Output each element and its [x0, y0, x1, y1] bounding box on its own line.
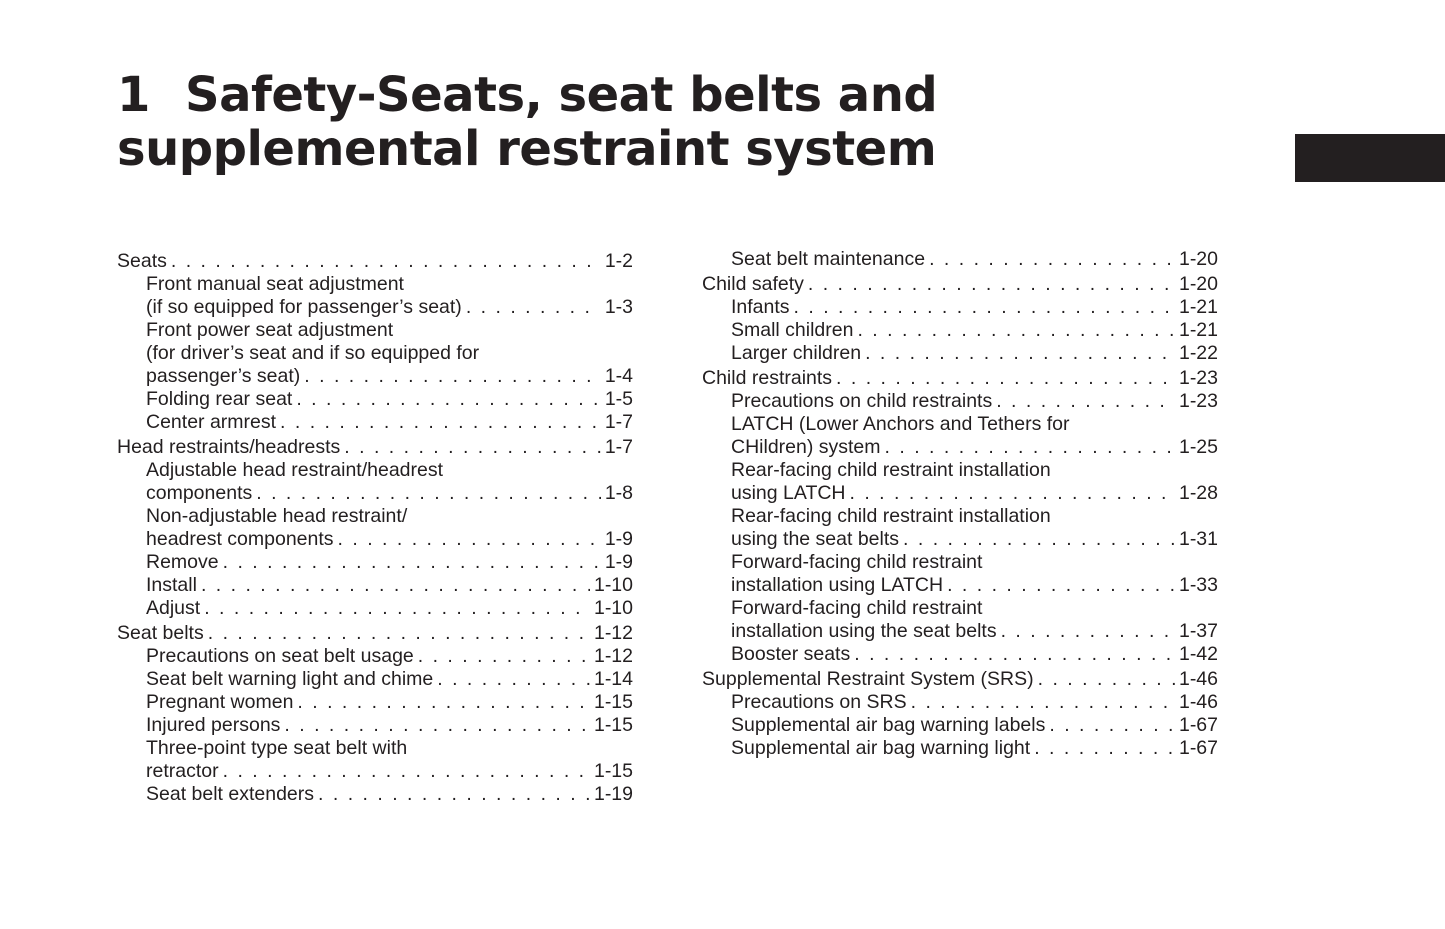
toc-entry-text-line: Seat belt maintenance	[731, 248, 926, 270]
toc-page-number: 1-3	[604, 296, 633, 318]
chapter-title-line-2: supplemental restraint system	[117, 121, 937, 177]
dot-leader	[836, 367, 1175, 390]
toc-page-number: 1-20	[1178, 273, 1218, 295]
dot-leader	[284, 714, 590, 737]
toc-entry-row	[731, 342, 1218, 365]
toc-entry-text-line: LATCH (Lower Anchors and Tethers for	[731, 413, 1070, 435]
toc-entry-text-line: Rear-facing child restraint installation	[731, 505, 1051, 527]
toc-entry-row	[731, 296, 1218, 319]
toc-page-number: 1-28	[1178, 482, 1218, 504]
toc-entry-text-line: CHildren) system	[731, 436, 881, 458]
toc-entry-seats[interactable]	[117, 250, 633, 273]
toc-entry-front-manual-seat-adjustment[interactable]	[117, 273, 633, 319]
toc-entry-head-restraints-headrests[interactable]	[117, 436, 633, 459]
toc-entry-text-line: Three-point type seat belt with	[146, 737, 408, 759]
toc-entry-text-line: Seat belt warning light and chime	[146, 668, 434, 690]
toc-entry-larger-children[interactable]	[702, 342, 1218, 365]
dot-leader	[854, 643, 1175, 666]
dot-leader	[296, 388, 600, 411]
toc-entry-row	[117, 250, 633, 273]
toc-entry-row	[731, 620, 1218, 643]
toc-entry-text-line: Front power seat adjustment	[146, 319, 394, 341]
toc-page-number: 1-21	[1178, 296, 1218, 318]
toc-entry-row	[731, 436, 1218, 459]
dot-leader	[297, 691, 590, 714]
toc-entry-text-line: Rear-facing child restraint installation	[731, 459, 1051, 481]
toc-page-number: 1-4	[604, 365, 633, 387]
toc-page-number: 1-15	[593, 714, 633, 736]
toc-entry-non-adjustable-head-restraint[interactable]	[117, 505, 633, 551]
dot-leader	[223, 760, 590, 783]
toc-entry-remove[interactable]	[117, 551, 633, 574]
toc-entry-row	[146, 597, 633, 620]
toc-entry-forward-facing-child-restraint[interactable]	[702, 551, 1218, 597]
chapter-title	[117, 68, 937, 176]
toc-entry-row	[731, 574, 1218, 597]
toc-entry-text-line: using the seat belts	[731, 528, 900, 550]
toc-entry-text-line: Precautions on seat belt usage	[146, 645, 414, 667]
toc-page-number: 1-2	[604, 250, 633, 272]
toc-entry-row	[146, 482, 633, 505]
toc-entry-text-line: installation using the seat belts	[731, 620, 997, 642]
dot-leader	[947, 574, 1175, 597]
toc-page-number: 1-8	[604, 482, 633, 504]
toc-page-number: 1-14	[593, 668, 633, 690]
toc-entry-booster-seats[interactable]	[702, 643, 1218, 666]
toc-entry-seat-belt-maintenance[interactable]	[702, 248, 1218, 271]
toc-entry-text-line: Forward-facing child restraint	[731, 597, 983, 619]
toc-entry-row	[731, 643, 1218, 666]
toc-entry-text-line: Seat belt extenders	[146, 783, 315, 805]
toc-entry-text-line: Infants	[731, 296, 790, 318]
dot-leader	[344, 436, 601, 459]
toc-entry-row	[146, 388, 633, 411]
toc-entry-install[interactable]	[117, 574, 633, 597]
dot-leader	[857, 319, 1175, 342]
toc-entry-small-children[interactable]	[702, 319, 1218, 342]
toc-entry-text-line: Center armrest	[146, 411, 277, 433]
toc-entry-text-line: installation using LATCH	[731, 574, 944, 596]
toc-entry-row	[146, 714, 633, 737]
dot-leader	[418, 645, 590, 668]
toc-page-number: 1-9	[604, 528, 633, 550]
toc-page-number: 1-33	[1178, 574, 1218, 596]
toc-entry-row	[731, 714, 1218, 737]
toc-entry-seat-belt-warning-light-and-chime[interactable]	[117, 668, 633, 691]
dot-leader	[318, 783, 590, 806]
dot-leader	[171, 250, 601, 273]
toc-entry-row	[731, 691, 1218, 714]
toc-entry-row	[731, 482, 1218, 505]
toc-entry-text-line: headrest components	[146, 528, 334, 550]
toc-entry-text-line: Larger children	[731, 342, 862, 364]
toc-entry-text-line: Forward-facing child restraint	[731, 551, 983, 573]
toc-entry-text-line: Booster seats	[731, 643, 851, 665]
toc-entry-row	[702, 367, 1218, 390]
toc-entry-front-power-seat-adjustment[interactable]	[117, 319, 633, 388]
dot-leader	[1034, 737, 1175, 760]
toc-page-number: 1-37	[1178, 620, 1218, 642]
toc-page-number: 1-23	[1178, 367, 1218, 389]
toc-entry-text-line: Non-adjustable head restraint/	[146, 505, 408, 527]
toc-entry-row	[731, 248, 1218, 271]
toc-entry-adjustable-head-restraint-headrest[interactable]	[117, 459, 633, 505]
toc-page-number: 1-12	[593, 622, 633, 644]
dot-leader	[1049, 714, 1175, 737]
dot-leader	[304, 365, 601, 388]
toc-left-column	[117, 248, 633, 806]
toc-page-number: 1-25	[1178, 436, 1218, 458]
toc-entry-row	[146, 668, 633, 691]
toc-entry-text-line: Seat belts	[117, 622, 204, 644]
toc-entry-text-line: Adjust	[146, 597, 201, 619]
toc-page-number: 1-10	[593, 597, 633, 619]
toc-entry-text-line: Remove	[146, 551, 219, 573]
toc-entry-precautions-on-srs[interactable]	[702, 691, 1218, 714]
toc-page-number: 1-9	[604, 551, 633, 573]
toc-page-number: 1-10	[593, 574, 633, 596]
toc-entry-rear-facing-child-restraint-installation[interactable]	[702, 459, 1218, 505]
toc-entry-row	[146, 691, 633, 714]
toc-entry-text-line: Supplemental Restraint System (SRS)	[702, 668, 1034, 690]
dot-leader	[280, 411, 601, 434]
dot-leader	[201, 574, 590, 597]
toc-entry-pregnant-women[interactable]	[117, 691, 633, 714]
dot-leader	[929, 248, 1175, 271]
toc-entry-text-line: using LATCH	[731, 482, 846, 504]
toc-entry-text-line: Precautions on child restraints	[731, 390, 993, 412]
toc-entry-adjust[interactable]	[117, 597, 633, 620]
chapter-number: 1	[117, 67, 150, 123]
dot-leader	[850, 482, 1175, 505]
toc-page-number: 1-46	[1178, 668, 1218, 690]
toc-entry-precautions-on-child-restraints[interactable]	[702, 390, 1218, 413]
toc-entry-row	[146, 551, 633, 574]
toc-entry-child-safety[interactable]	[702, 273, 1218, 296]
toc-entry-row	[702, 273, 1218, 296]
toc-page-number: 1-15	[593, 691, 633, 713]
toc-entry-row	[146, 645, 633, 668]
toc-entry-row	[702, 668, 1218, 691]
toc-entry-forward-facing-child-restraint[interactable]	[702, 597, 1218, 643]
toc-entry-precautions-on-seat-belt-usage[interactable]	[117, 645, 633, 668]
dot-leader	[808, 273, 1175, 296]
toc-entry-row	[146, 411, 633, 434]
toc-page-number: 1-7	[604, 411, 633, 433]
toc-entry-center-armrest[interactable]	[117, 411, 633, 434]
toc-entry-injured-persons[interactable]	[117, 714, 633, 737]
toc-entry-row	[146, 783, 633, 806]
toc-entry-text-line: Child safety	[702, 273, 804, 295]
dot-leader	[208, 622, 590, 645]
toc-page-number: 1-19	[593, 783, 633, 805]
toc-entry-row	[731, 737, 1218, 760]
toc-entry-text-line: Precautions on SRS	[731, 691, 907, 713]
toc-entry-text-line: Folding rear seat	[146, 388, 293, 410]
dot-leader	[996, 390, 1175, 413]
dot-leader	[466, 296, 601, 319]
toc-entry-text-line: Supplemental air bag warning light	[731, 737, 1031, 759]
toc-entry-text-line: Supplemental air bag warning labels	[731, 714, 1046, 736]
dot-leader	[223, 551, 601, 574]
toc-entry-infants[interactable]	[702, 296, 1218, 319]
toc-page-number: 1-20	[1178, 248, 1218, 270]
toc-page-number: 1-15	[593, 760, 633, 782]
toc-entry-row	[731, 390, 1218, 413]
toc-entry-row	[146, 574, 633, 597]
toc-page-number: 1-23	[1178, 390, 1218, 412]
dot-leader	[437, 668, 590, 691]
toc-entry-text-line: Child restraints	[702, 367, 833, 389]
toc-entry-folding-rear-seat[interactable]	[117, 388, 633, 411]
toc-page-number: 1-5	[604, 388, 633, 410]
toc-page-number: 1-22	[1178, 342, 1218, 364]
toc-entry-latch-lower-anchors-and-tethers-for[interactable]	[702, 413, 1218, 459]
toc-page-number: 1-67	[1178, 737, 1218, 759]
toc-entry-seat-belt-extenders[interactable]	[117, 783, 633, 806]
toc-entry-supplemental-restraint-system-srs[interactable]	[702, 668, 1218, 691]
dot-leader	[204, 597, 590, 620]
toc-entry-text-line: Small children	[731, 319, 854, 341]
toc-entry-row	[146, 365, 633, 388]
toc-entry-child-restraints[interactable]	[702, 367, 1218, 390]
toc-page-number: 1-31	[1178, 528, 1218, 550]
toc-entry-row	[146, 528, 633, 551]
toc-entry-text-line: (if so equipped for passenger’s seat)	[146, 296, 462, 318]
toc-entry-rear-facing-child-restraint-installation[interactable]	[702, 505, 1218, 551]
toc-entry-text-line: (for driver’s seat and if so equipped for	[146, 342, 480, 364]
dot-leader	[794, 296, 1175, 319]
dot-leader	[911, 691, 1175, 714]
toc-entry-row	[146, 296, 633, 319]
toc-entry-row	[117, 622, 633, 645]
toc-entry-row	[731, 528, 1218, 551]
chapter-tab-marker	[1295, 134, 1445, 182]
toc-entry-text-line: components	[146, 482, 253, 504]
toc-entry-row	[146, 760, 633, 783]
toc-page-number: 1-12	[593, 645, 633, 667]
toc-entry-three-point-type-seat-belt-with[interactable]	[117, 737, 633, 783]
toc-entry-supplemental-air-bag-warning-light[interactable]	[702, 737, 1218, 760]
toc-entry-seat-belts[interactable]	[117, 622, 633, 645]
toc-entry-text-line: retractor	[146, 760, 219, 782]
toc-entry-text-line: Head restraints/headrests	[117, 436, 341, 458]
dot-leader	[1001, 620, 1175, 643]
toc-page-number: 1-67	[1178, 714, 1218, 736]
dot-leader	[885, 436, 1175, 459]
dot-leader	[865, 342, 1175, 365]
dot-leader	[338, 528, 601, 551]
dot-leader	[256, 482, 601, 505]
dot-leader	[903, 528, 1175, 551]
toc-right-column	[702, 248, 1218, 760]
toc-entry-text-line: passenger’s seat)	[146, 365, 301, 387]
toc-page-number: 1-42	[1178, 643, 1218, 665]
toc-entry-text-line: Seats	[117, 250, 167, 272]
toc-page-number: 1-46	[1178, 691, 1218, 713]
toc-entry-text-line: Front manual seat adjustment	[146, 273, 404, 295]
toc-entry-row	[117, 436, 633, 459]
toc-entry-text-line: Install	[146, 574, 197, 596]
toc-entry-supplemental-air-bag-warning-labels[interactable]	[702, 714, 1218, 737]
toc-entry-text-line: Injured persons	[146, 714, 281, 736]
chapter-title-line-1: Safety-Seats, seat belts and	[185, 67, 938, 123]
toc-page-number: 1-21	[1178, 319, 1218, 341]
toc-entry-text-line: Pregnant women	[146, 691, 294, 713]
toc-page-number: 1-7	[604, 436, 633, 458]
dot-leader	[1038, 668, 1175, 691]
toc-entry-text-line: Adjustable head restraint/headrest	[146, 459, 444, 481]
toc-entry-row	[731, 319, 1218, 342]
